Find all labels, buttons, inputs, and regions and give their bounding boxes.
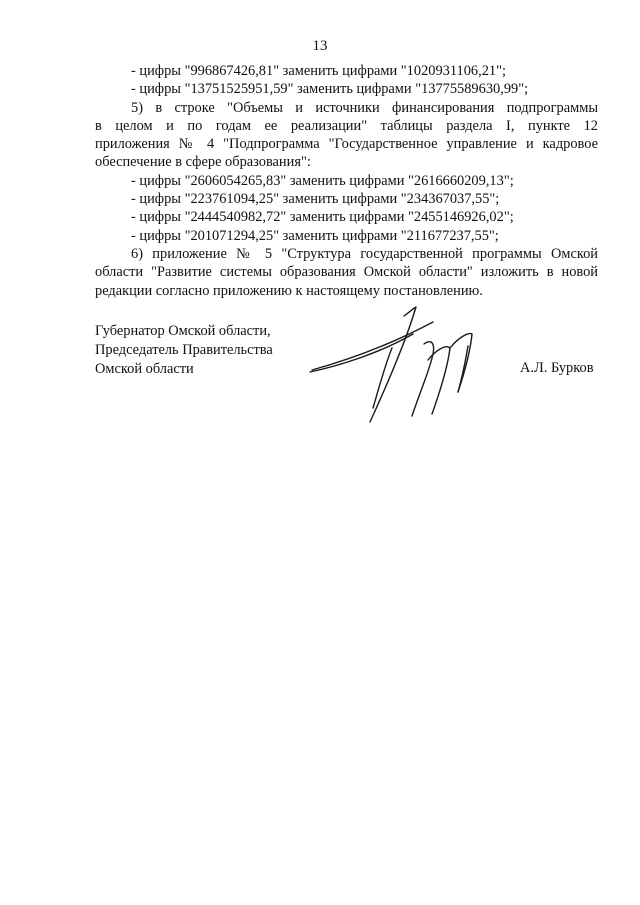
list-item: - цифры "223761094,25" заменить цифрами "234367037,55";	[131, 191, 500, 208]
document-body	[95, 62, 598, 300]
signature-stroke	[428, 347, 450, 414]
signature-stroke	[458, 346, 468, 392]
signatory-title-line: Губернатор Омской области,	[95, 323, 271, 339]
paragraph-6-line: области "Развитие системы образования Омской области" изложить в новой	[95, 264, 598, 281]
list-item: - цифры "2444540982,72" заменить цифрами "2455146926,02";	[131, 209, 514, 226]
signatory-title	[95, 322, 273, 379]
paragraph-5-line: обеспечение в сфере образования":	[95, 154, 311, 171]
page-number: 13	[312, 38, 328, 54]
paragraph-5-line: 5) в строке "Объемы и источники финансирования подпрограммы	[131, 99, 598, 116]
signature-stroke	[370, 307, 416, 422]
handwritten-signature	[308, 304, 498, 429]
list-item: - цифры "13751525951,59" заменить цифрами "13775589630,99";	[131, 81, 529, 98]
signature-stroke	[312, 322, 433, 370]
signatory-name: А.Л. Бурков	[520, 360, 594, 376]
paragraph-5-line: приложения № 4 "Подпрограмма "Государственное управление и кадровое	[95, 136, 598, 153]
paragraph-6-line: редакции согласно приложению к настоящему постановлению.	[95, 282, 483, 299]
list-item: - цифры "996867426,81" заменить цифрами "1020931106,21";	[131, 63, 506, 79]
signatory-title-line: Председатель Правительства	[95, 342, 273, 358]
paragraph-5-line: в целом и по годам ее реализации" таблицы раздела I, пункте 12	[95, 117, 598, 134]
list-item: - цифры "2606054265,83" заменить цифрами "2616660209,13";	[131, 172, 514, 189]
list-item: - цифры "201071294,25" заменить цифрами "211677237,55";	[131, 227, 499, 244]
signatory-title-line: Омской области	[95, 361, 194, 377]
signature-stroke	[412, 342, 434, 416]
paragraph-6-line: 6) приложение № 5 "Структура государственной программы Омской	[131, 245, 598, 262]
